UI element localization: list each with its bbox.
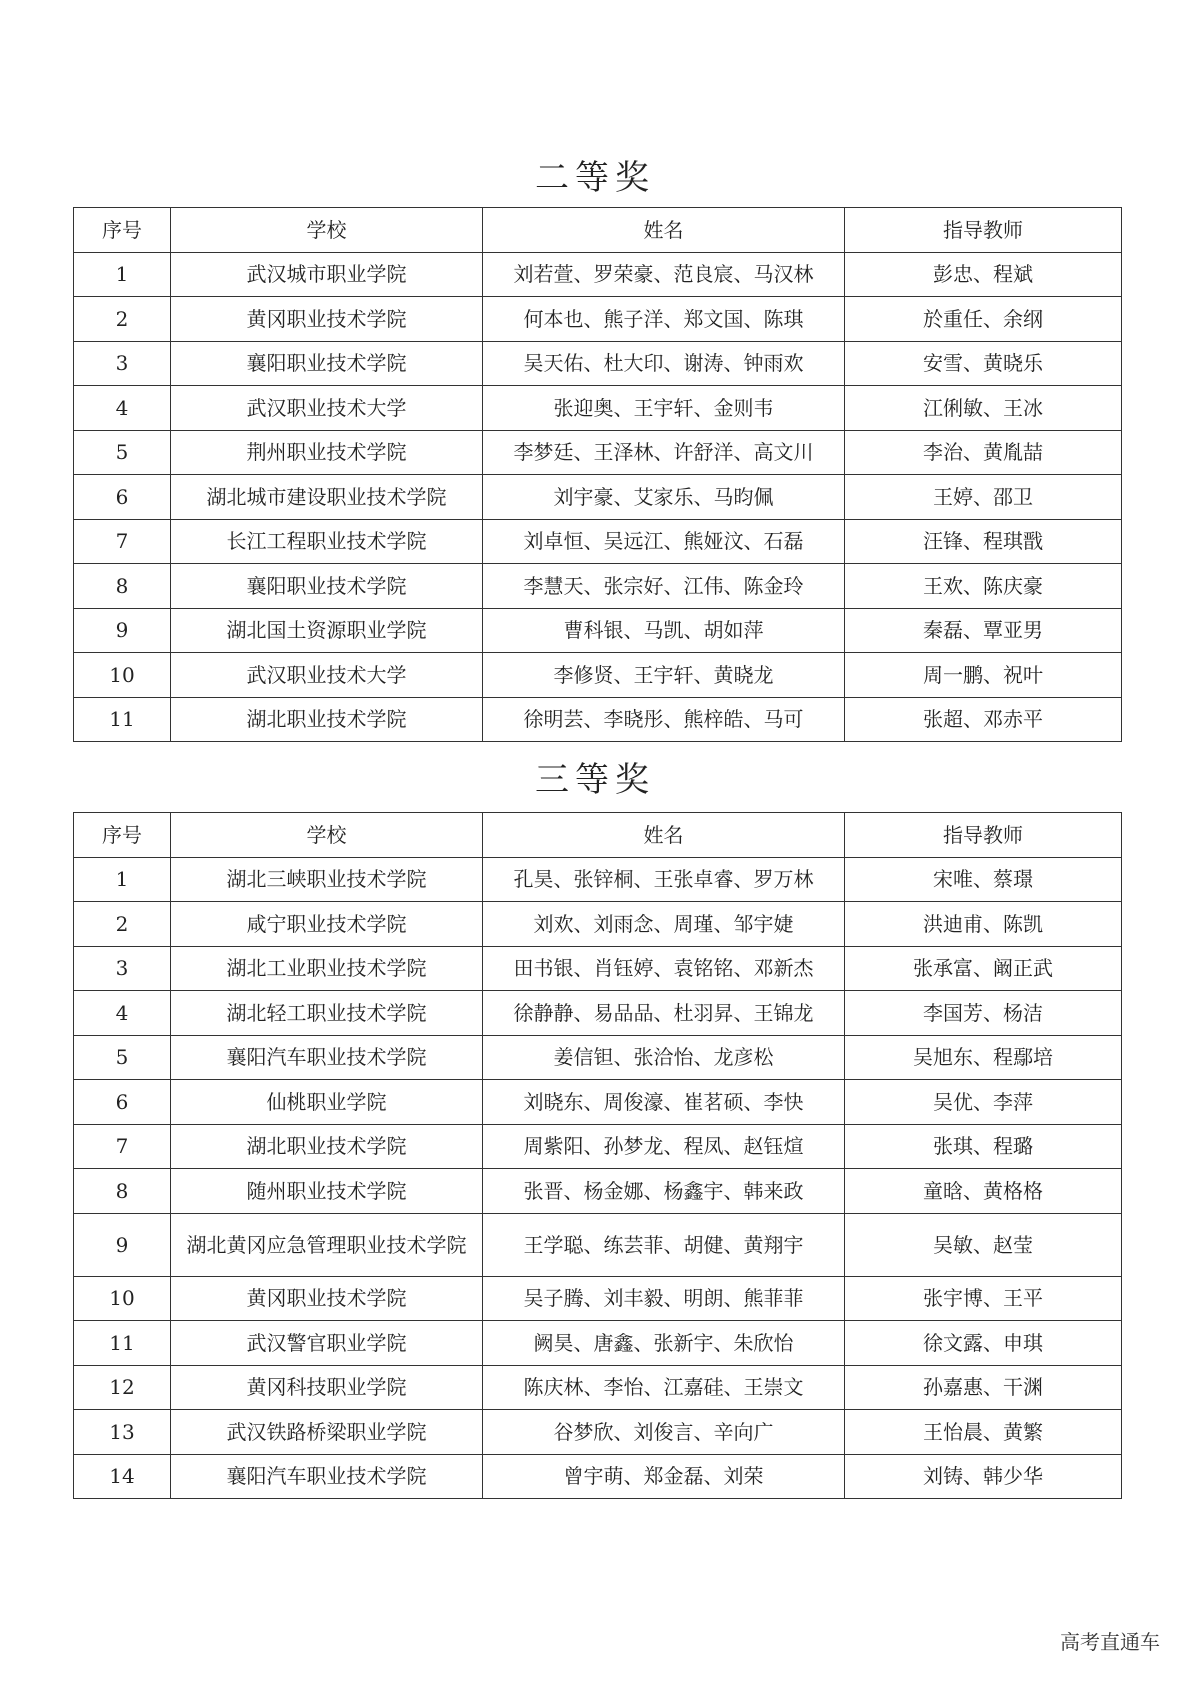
header-school: 学校 <box>171 813 483 858</box>
cell-index: 10 <box>74 1276 171 1321</box>
table-row <box>74 608 1122 653</box>
table-row <box>74 430 1122 475</box>
cell-school: 襄阳汽车职业技术学院 <box>171 1454 483 1499</box>
table-row <box>74 341 1122 386</box>
cell-names: 阙昊、唐鑫、张新宇、朱欣怡 <box>483 1321 845 1366</box>
cell-names: 刘若萱、罗荣豪、范良宸、马汉林 <box>483 252 845 297</box>
table-row <box>74 297 1122 342</box>
table-row <box>74 991 1122 1036</box>
table-row <box>74 653 1122 698</box>
header-names: 姓名 <box>483 813 845 858</box>
cell-index: 2 <box>74 297 171 342</box>
table-row <box>74 1169 1122 1214</box>
cell-school: 湖北国土资源职业学院 <box>171 608 483 653</box>
cell-names: 吴子腾、刘丰毅、明朗、熊菲菲 <box>483 1276 845 1321</box>
cell-teachers: 王婷、邵卫 <box>845 475 1122 520</box>
header-teachers: 指导教师 <box>845 208 1122 253</box>
cell-names: 田书银、肖钰婷、袁铭铭、邓新杰 <box>483 946 845 991</box>
cell-school: 襄阳职业技术学院 <box>171 341 483 386</box>
cell-names: 张迎奥、王宇轩、金则韦 <box>483 386 845 431</box>
table-header-row <box>74 208 1122 253</box>
cell-names: 曾宇萌、郑金磊、刘荣 <box>483 1454 845 1499</box>
cell-school: 湖北三峡职业技术学院 <box>171 857 483 902</box>
second-prize-table <box>73 207 1122 742</box>
cell-names: 谷梦欣、刘俊言、辛向广 <box>483 1410 845 1455</box>
cell-names: 李修贤、王宇轩、黄晓龙 <box>483 653 845 698</box>
table-row <box>74 946 1122 991</box>
table-row <box>74 519 1122 564</box>
cell-names: 刘宇豪、艾家乐、马昀佩 <box>483 475 845 520</box>
cell-school: 湖北工业职业技术学院 <box>171 946 483 991</box>
cell-school: 湖北黄冈应急管理职业技术学院 <box>171 1213 483 1276</box>
cell-school: 武汉职业技术大学 <box>171 653 483 698</box>
cell-names: 刘卓恒、吴远江、熊娅汶、石磊 <box>483 519 845 564</box>
cell-names: 徐明芸、李晓彤、熊梓皓、马可 <box>483 697 845 742</box>
cell-teachers: 张琪、程璐 <box>845 1124 1122 1169</box>
header-school: 学校 <box>171 208 483 253</box>
cell-school: 长江工程职业技术学院 <box>171 519 483 564</box>
header-index: 序号 <box>74 208 171 253</box>
cell-teachers: 李治、黄胤喆 <box>845 430 1122 475</box>
cell-teachers: 宋唯、蔡璟 <box>845 857 1122 902</box>
header-index: 序号 <box>74 813 171 858</box>
third-prize-rows <box>74 857 1122 1499</box>
cell-index: 5 <box>74 430 171 475</box>
cell-school: 武汉警官职业学院 <box>171 1321 483 1366</box>
cell-names: 陈庆林、李怡、江嘉硅、王崇文 <box>483 1365 845 1410</box>
cell-names: 曹科银、马凯、胡如萍 <box>483 608 845 653</box>
cell-teachers: 孙嘉惠、干渊 <box>845 1365 1122 1410</box>
cell-teachers: 吴优、李萍 <box>845 1080 1122 1125</box>
cell-names: 姜信钽、张洽怡、龙彦松 <box>483 1035 845 1080</box>
cell-index: 7 <box>74 519 171 564</box>
header-teachers: 指导教师 <box>845 813 1122 858</box>
cell-teachers: 彭忠、程斌 <box>845 252 1122 297</box>
second-prize-rows <box>74 252 1122 742</box>
cell-school: 随州职业技术学院 <box>171 1169 483 1214</box>
cell-names: 吴天佑、杜大印、谢涛、钟雨欢 <box>483 341 845 386</box>
cell-index: 12 <box>74 1365 171 1410</box>
table-row <box>74 1276 1122 1321</box>
cell-teachers: 安雪、黄晓乐 <box>845 341 1122 386</box>
table-row <box>74 697 1122 742</box>
cell-teachers: 周一鹏、祝叶 <box>845 653 1122 698</box>
cell-school: 湖北城市建设职业技术学院 <box>171 475 483 520</box>
watermark: 高考直通车 <box>1060 1630 1160 1654</box>
cell-index: 4 <box>74 991 171 1036</box>
cell-names: 张晋、杨金娜、杨鑫宇、韩来政 <box>483 1169 845 1214</box>
cell-index: 9 <box>74 1213 171 1276</box>
third-prize-table <box>73 812 1122 1499</box>
cell-teachers: 徐文露、申琪 <box>845 1321 1122 1366</box>
cell-teachers: 王欢、陈庆豪 <box>845 564 1122 609</box>
cell-names: 刘欢、刘雨念、周瑾、邹宇婕 <box>483 902 845 947</box>
cell-index: 6 <box>74 475 171 520</box>
cell-names: 刘晓东、周俊濠、崔茗硕、李快 <box>483 1080 845 1125</box>
cell-school: 咸宁职业技术学院 <box>171 902 483 947</box>
cell-school: 湖北轻工职业技术学院 <box>171 991 483 1036</box>
table-row <box>74 252 1122 297</box>
table-row <box>74 1321 1122 1366</box>
cell-teachers: 刘铸、韩少华 <box>845 1454 1122 1499</box>
cell-teachers: 张超、邓赤平 <box>845 697 1122 742</box>
third-prize-title: 三等奖 <box>535 760 655 800</box>
cell-teachers: 王怡晨、黄繁 <box>845 1410 1122 1455</box>
cell-names: 周紫阳、孙梦龙、程凤、赵钰煊 <box>483 1124 845 1169</box>
cell-school: 黄冈职业技术学院 <box>171 297 483 342</box>
table-row <box>74 1035 1122 1080</box>
cell-index: 11 <box>74 1321 171 1366</box>
cell-school: 襄阳职业技术学院 <box>171 564 483 609</box>
cell-teachers: 张承富、阚正武 <box>845 946 1122 991</box>
cell-index: 8 <box>74 564 171 609</box>
cell-school: 武汉铁路桥梁职业学院 <box>171 1410 483 1455</box>
cell-index: 14 <box>74 1454 171 1499</box>
cell-teachers: 张宇博、王平 <box>845 1276 1122 1321</box>
cell-school: 荆州职业技术学院 <box>171 430 483 475</box>
header-names: 姓名 <box>483 208 845 253</box>
table-row <box>74 475 1122 520</box>
cell-teachers: 童晗、黄格格 <box>845 1169 1122 1214</box>
cell-school: 黄冈科技职业学院 <box>171 1365 483 1410</box>
cell-names: 徐静静、易品品、杜羽昇、王锦龙 <box>483 991 845 1036</box>
cell-teachers: 洪迪甫、陈凯 <box>845 902 1122 947</box>
table-row <box>74 386 1122 431</box>
cell-index: 11 <box>74 697 171 742</box>
cell-teachers: 吴旭东、程鄢培 <box>845 1035 1122 1080</box>
cell-teachers: 汪锋、程琪戬 <box>845 519 1122 564</box>
cell-index: 13 <box>74 1410 171 1455</box>
cell-index: 2 <box>74 902 171 947</box>
cell-index: 3 <box>74 946 171 991</box>
cell-names: 李梦廷、王泽林、许舒洋、高文川 <box>483 430 845 475</box>
cell-school: 武汉城市职业学院 <box>171 252 483 297</box>
table-row <box>74 857 1122 902</box>
cell-teachers: 李国芳、杨洁 <box>845 991 1122 1036</box>
cell-index: 9 <box>74 608 171 653</box>
cell-index: 10 <box>74 653 171 698</box>
cell-index: 5 <box>74 1035 171 1080</box>
cell-names: 何本也、熊子洋、郑文国、陈琪 <box>483 297 845 342</box>
table-row <box>74 1080 1122 1125</box>
table-row <box>74 902 1122 947</box>
table-row <box>74 1213 1122 1276</box>
cell-index: 1 <box>74 857 171 902</box>
cell-school: 仙桃职业学院 <box>171 1080 483 1125</box>
cell-names: 孔昊、张锌桐、王张卓睿、罗万林 <box>483 857 845 902</box>
table-header-row <box>74 813 1122 858</box>
table-row <box>74 1410 1122 1455</box>
table-row <box>74 564 1122 609</box>
cell-school: 武汉职业技术大学 <box>171 386 483 431</box>
cell-index: 4 <box>74 386 171 431</box>
cell-school: 黄冈职业技术学院 <box>171 1276 483 1321</box>
cell-teachers: 吴敏、赵莹 <box>845 1213 1122 1276</box>
cell-names: 李慧天、张宗好、江伟、陈金玲 <box>483 564 845 609</box>
cell-index: 3 <box>74 341 171 386</box>
cell-school: 湖北职业技术学院 <box>171 1124 483 1169</box>
cell-names: 王学聪、练芸菲、胡健、黄翔宇 <box>483 1213 845 1276</box>
table-row <box>74 1124 1122 1169</box>
cell-index: 7 <box>74 1124 171 1169</box>
second-prize-title: 二等奖 <box>535 158 655 198</box>
cell-teachers: 秦磊、覃亚男 <box>845 608 1122 653</box>
cell-teachers: 江俐敏、王冰 <box>845 386 1122 431</box>
cell-index: 8 <box>74 1169 171 1214</box>
table-row <box>74 1365 1122 1410</box>
table-row <box>74 1454 1122 1499</box>
cell-school: 湖北职业技术学院 <box>171 697 483 742</box>
cell-index: 6 <box>74 1080 171 1125</box>
cell-school: 襄阳汽车职业技术学院 <box>171 1035 483 1080</box>
cell-teachers: 於重任、余纲 <box>845 297 1122 342</box>
cell-index: 1 <box>74 252 171 297</box>
